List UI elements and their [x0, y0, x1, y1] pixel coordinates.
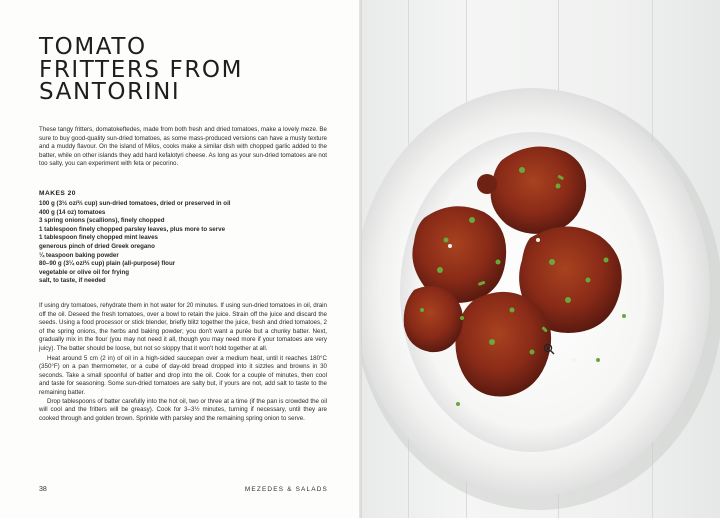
method-paragraph: Heat around 5 cm (2 in) of oil in a high-sided saucepan over a medium heat, until it reaches 180°C (350°F) on a pan thermometer, or a cube of day-old bread dropped into it sizzles and browns in 30 seconds. Take a small spoonful of batter and drop into the oil. Cook for a couple of minutes, then cool and taste for seasoning. Some sun-dried tomatoes are salty but, if yours are not, add salt to taste to the remaining batter. [39, 354, 327, 396]
recipe-intro: These tangy fritters, domatokeftedes, made from both fresh and dried tomatoes, make a lovely meze. Be sure to buy good-quality sun-dried tomatoes, as some mass-produced versions can have a musty texture and a muddy flavour. On the island of Milos, cooks make a similar dish with chopped garlic added to the batter, while on other islands they add hard kefalotyri cheese. As long as your sun-dried tomatoes are not too salty, you can experiment with feta or pecorino. [39, 126, 327, 168]
zoom-in-icon[interactable] [543, 343, 555, 355]
recipe-yield: MAKES 20 [39, 190, 76, 197]
ingredient-item: 1 tablespoon finely chopped parsley leaves, plus more to serve [39, 225, 226, 233]
ingredient-item: generous pinch of dried Greek oregano [39, 242, 155, 250]
title-line-3: SANTORINI [39, 79, 181, 105]
ingredient-item: ¼ teaspoon baking powder [39, 251, 119, 259]
ingredient-item: 100 g (3½ oz/⅔ cup) sun-dried tomatoes, dried or preserved in oil [39, 200, 231, 207]
recipe-title [39, 36, 339, 104]
method-paragraph: If using dry tomatoes, rehydrate them in hot water for 20 minutes. If using sun-dried tomatoes in oil, drain off the oil. Deseed the fresh tomatoes, over a bowl to retain the juice. Strain off the juice and discard the seeds. Using a food processor or stick blender, briefly blitz together the juice, fresh and dried tomatoes, 2 of the spring onions, the herbs and baking powder; you don't want a purée but a chunky batter. Next, gradually mix in the flour (you may not need it all, though you may need more if your tomatoes are very juicy). The batter should be loose, but not so sloppy that it won't hold together at all. [39, 302, 327, 352]
method-paragraph: Drop tablespoons of batter carefully into the hot oil, two or three at a time (if the pan is crowded the oil will cool and the fritters will be greasy). Cook for 3–3½ minutes, turning if necessary, until they are cooked through and golden brown. Sprinkle with parsley and the remaining spring onion to serve. [39, 397, 327, 422]
fritter-plate-photo [362, 0, 720, 518]
page-number: 38 [39, 486, 47, 493]
ingredient-item: salt, to taste, if needed [39, 277, 106, 285]
right-page-photo [362, 0, 720, 518]
ingredient-list [39, 200, 327, 286]
title-line-1: TOMATO [39, 34, 147, 60]
ingredient-item: 3 spring onions (scallions), finely chopped [39, 217, 165, 225]
section-name: MEZEDES & SALADS [244, 486, 328, 493]
ingredient-item: 1 tablespoon finely chopped mint leaves [39, 234, 158, 242]
ingredient-item: 80–90 g (3¼ oz/⅔ cup) plain (all-purpose) flour [39, 260, 176, 268]
ingredient-item: vegetable or olive oil for frying [39, 268, 130, 276]
ingredient-item: 400 g (14 oz) tomatoes [39, 208, 106, 216]
recipe-method [39, 302, 327, 423]
title-line-2: FRITTERS FROM [39, 56, 244, 83]
